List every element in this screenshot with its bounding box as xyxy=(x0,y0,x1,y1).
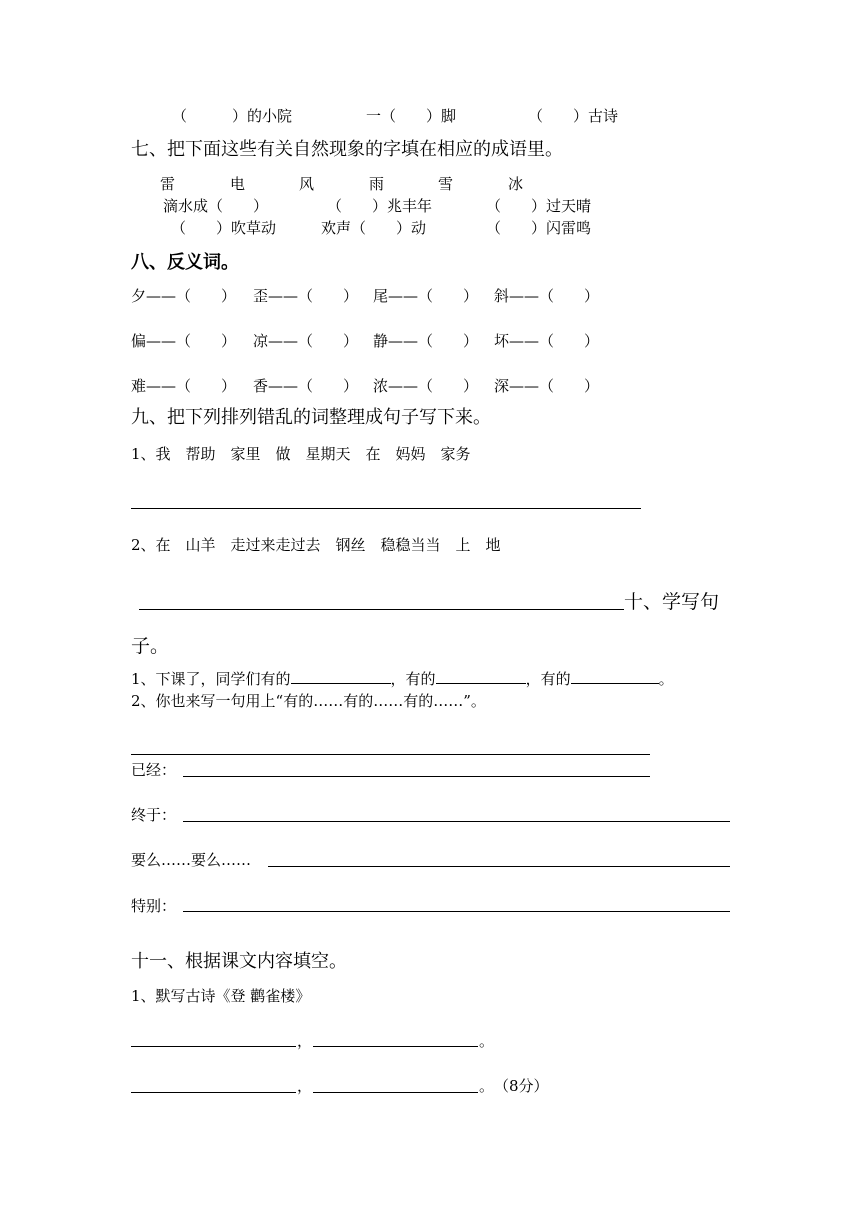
idiom-blank: 欢声（ ）动 xyxy=(321,219,427,237)
comma: ， xyxy=(297,1032,313,1050)
answer-line[interactable] xyxy=(268,866,730,867)
antonym-item: 坏——（ ） xyxy=(494,332,600,350)
idiom-blank: （ ）兆丰年 xyxy=(327,197,433,215)
antonym-item: 偏——（ ） xyxy=(131,332,237,350)
antonym-item: 斜——（ ） xyxy=(494,287,600,305)
idiom-blank: （ ）过天晴 xyxy=(486,197,592,215)
answer-line[interactable] xyxy=(139,609,624,610)
blank-foot: 一（ ）脚 xyxy=(366,107,457,125)
blank-courtyard: （ ）的小院 xyxy=(172,107,293,125)
period: 。 xyxy=(479,1077,495,1095)
nature-char: 雨 xyxy=(369,175,385,193)
blank-line[interactable] xyxy=(291,669,391,684)
antonym-item: 静——（ ） xyxy=(373,332,479,350)
idiom-blank: 滴水成（ ） xyxy=(163,197,269,215)
word-label: 已经： xyxy=(131,761,177,779)
answer-line[interactable] xyxy=(183,911,730,912)
answer-line[interactable] xyxy=(313,1046,478,1047)
antonym-item: 歪——（ ） xyxy=(253,287,359,305)
word-label: 特别： xyxy=(131,897,177,915)
nature-char: 电 xyxy=(230,175,246,193)
question-9-2: 2、在 山羊 走过来走过去 钢丝 稳稳当当 上 地 xyxy=(131,536,501,554)
nature-char: 风 xyxy=(299,175,315,193)
nature-char: 雪 xyxy=(438,175,454,193)
section-9-title: 九、把下列排列错乱的词整理成句子写下来。 xyxy=(131,407,491,428)
antonym-item: 夕——（ ） xyxy=(131,287,237,305)
answer-line[interactable] xyxy=(131,1046,296,1047)
question-9-1: 1、我 帮助 家里 做 星期天 在 妈妈 家务 xyxy=(131,445,471,463)
nature-char: 冰 xyxy=(508,175,524,193)
section-10-title-cont: 子。 xyxy=(131,635,170,657)
nature-char: 雷 xyxy=(160,175,176,193)
word-label: 要么……要么…… xyxy=(131,851,252,869)
section-11-title: 十一、根据课文内容填空。 xyxy=(131,951,347,972)
question-10-2: 2、你也来写一句用上“有的……有的……有的……”。 xyxy=(131,692,486,710)
answer-line[interactable] xyxy=(183,821,730,822)
section-7-title: 七、把下面这些有关自然现象的字填在相应的成语里。 xyxy=(131,139,563,160)
question-11-1: 1、默写古诗《登 鹳雀楼》 xyxy=(131,987,311,1005)
blank-line[interactable] xyxy=(571,669,659,684)
answer-line[interactable] xyxy=(313,1092,478,1093)
comma: ， xyxy=(297,1077,313,1095)
section-10-title: 十、学写句 xyxy=(624,591,720,613)
antonym-item: 凉——（ ） xyxy=(253,332,359,350)
question-10-1: 1、下课了，同学们有的 ，有的 ，有的 。 xyxy=(131,670,674,688)
period: 。 xyxy=(479,1032,495,1050)
blank-line[interactable] xyxy=(436,669,526,684)
answer-line[interactable] xyxy=(131,508,641,509)
antonym-item: 浓——（ ） xyxy=(373,377,479,395)
answer-line[interactable] xyxy=(183,776,650,777)
answer-line[interactable] xyxy=(131,754,650,755)
word-label: 终于： xyxy=(131,806,177,824)
answer-line[interactable] xyxy=(131,1092,296,1093)
antonym-item: 尾——（ ） xyxy=(373,287,479,305)
score-label: （8分） xyxy=(494,1077,549,1095)
blank-poem: （ ）古诗 xyxy=(528,107,619,125)
idiom-blank: （ ）吹草动 xyxy=(171,219,277,237)
idiom-blank: （ ）闪雷鸣 xyxy=(486,219,592,237)
antonym-item: 深——（ ） xyxy=(494,377,600,395)
antonym-item: 香——（ ） xyxy=(253,377,359,395)
section-8-title: 八、反义词。 xyxy=(131,252,239,273)
antonym-item: 难——（ ） xyxy=(131,377,237,395)
